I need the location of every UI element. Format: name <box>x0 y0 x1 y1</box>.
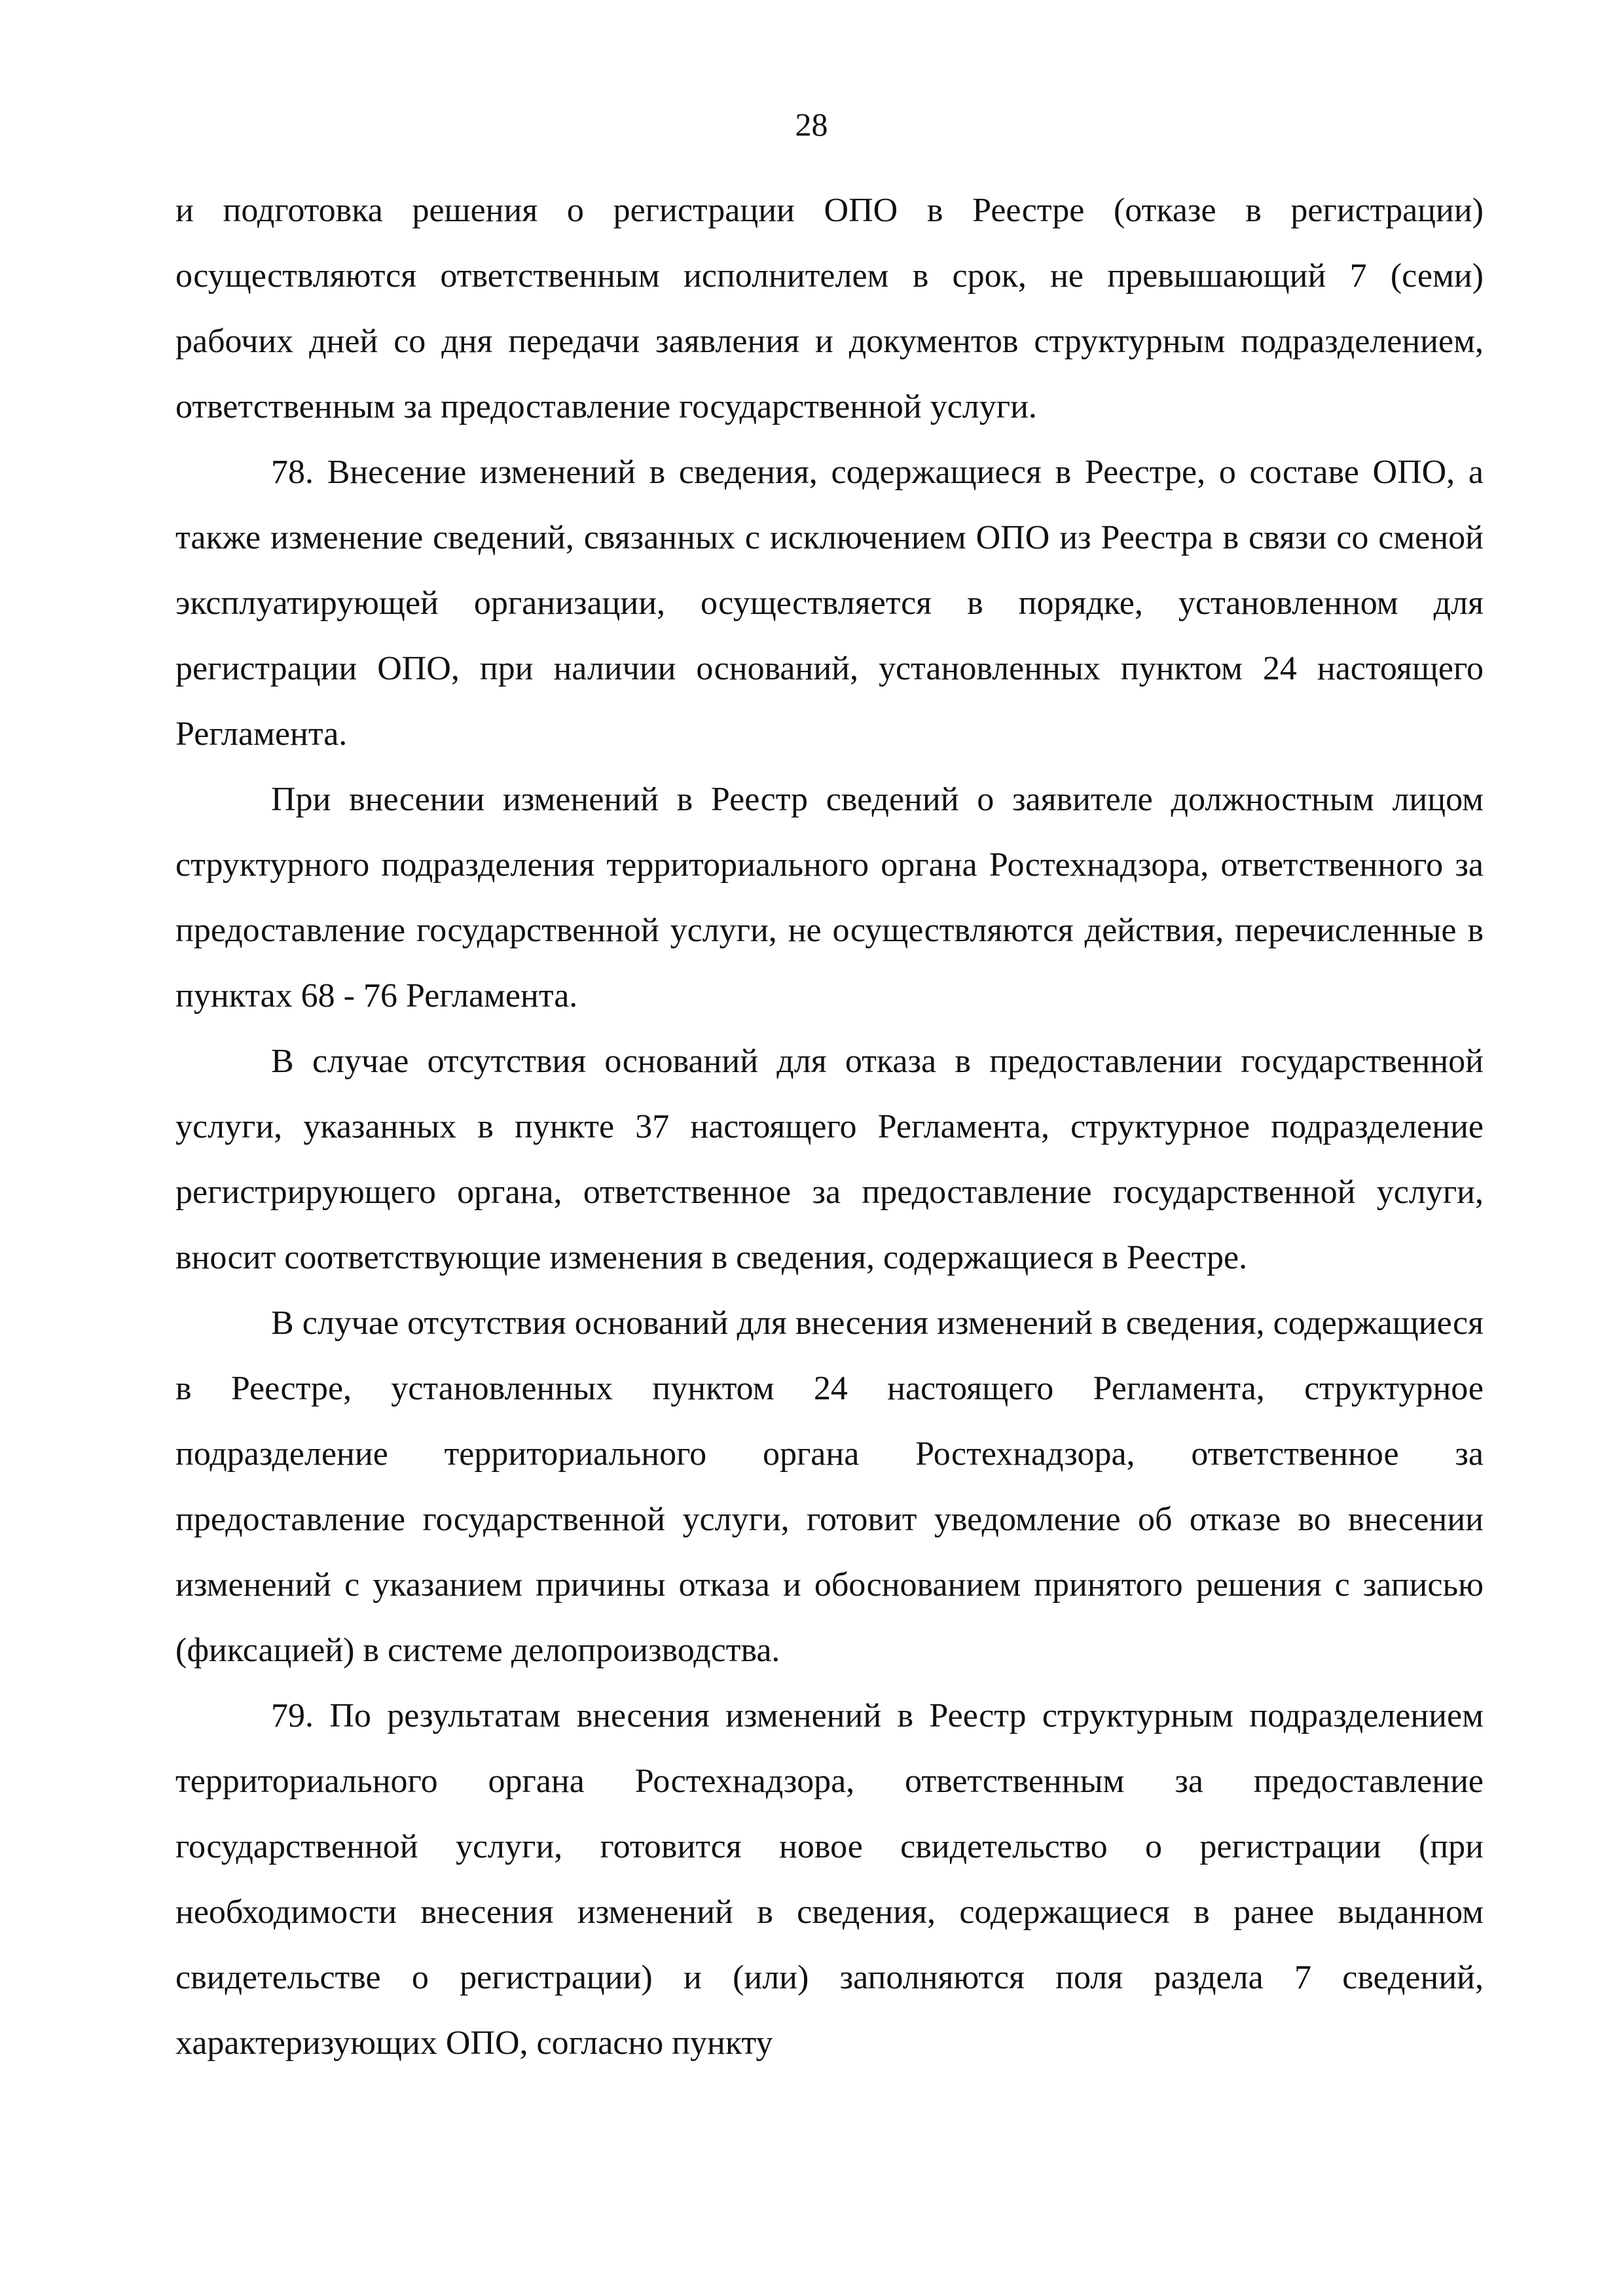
paragraph-item-79: 79. По результатам внесения изменений в Реестр структурным подразделением территориального органа Ростехнадзора, ответственным за предоставление государственной услуги, готовится новое свидетельство о регистрации (при необходимости внесения изменений в сведения, содержащиеся в ранее выданном свидетельстве о регистрации) и (или) заполняются поля раздела 7 сведений, характеризующих ОПО, согласно пункту <box>175 1697 1484 2062</box>
paragraph-applicant-changes: При внесении изменений в Реестр сведений о заявителе должностным лицом структурного подразделения территориального органа Ростехнадзора, ответственного за предоставление государственной услуги, не осуществляются действия, перечисленные в пунктах 68 - 76 Регламента. <box>175 781 1484 1014</box>
paragraph-refusal-notice: В случае отсутствия оснований для внесения изменений в сведения, содержащиеся в Реестре, установленных пунктом 24 настоящего Регламента, структурное подразделение территориального органа Ростехнадзора, ответственное за предоставление государственной услуги, готовит уведомление об отказе во внесении изменений с указанием причины отказа и обоснованием принятого решения с записью (фиксацией) в системе делопроизводства. <box>175 1304 1484 1669</box>
paragraph-item-78: 78. Внесение изменений в сведения, содержащиеся в Реестре, о составе ОПО, а также изменение сведений, связанных с исключением ОПО из Реестра в связи со сменой эксплуатирующей организации, осуществляется в порядке, установленном для регистрации ОПО, при наличии оснований, установленных пунктом 24 настоящего Регламента. <box>175 454 1484 753</box>
document-body <box>175 178 1484 2076</box>
page-number: 28 <box>795 106 828 143</box>
paragraph-no-refusal-grounds: В случае отсутствия оснований для отказа в предоставлении государственной услуги, указанных в пункте 37 настоящего Регламента, структурное подразделение регистрирующего органа, ответственное за предоставление государственной услуги, вносит соответствующие изменения в сведения, содержащиеся в Реестре. <box>175 1043 1484 1276</box>
paragraph-continuation: и подготовка решения о регистрации ОПО в Реестре (отказе в регистрации) осуществляются ответственным исполнителем в срок, не превышающий 7 (семи) рабочих дней со дня передачи заявления и документов структурным подразделением, ответственным за предоставление государственной услуги. <box>175 192 1484 425</box>
